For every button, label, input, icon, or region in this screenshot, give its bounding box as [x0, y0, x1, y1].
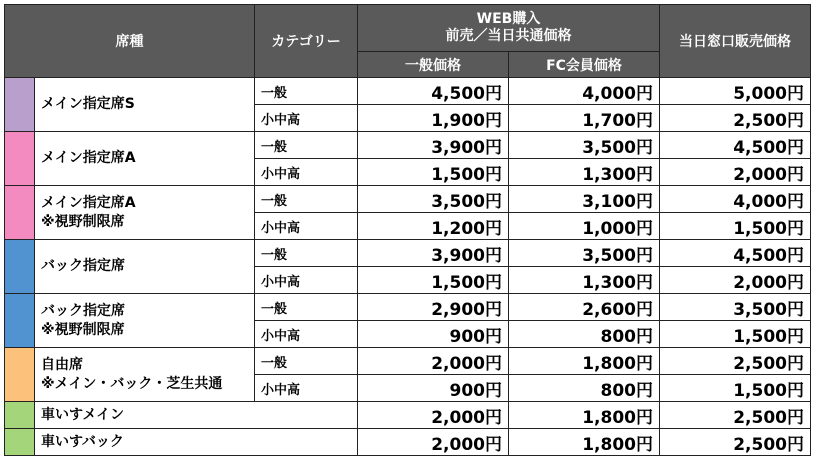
header-web-purchase	[358, 5, 660, 52]
general-price-cell: 1,200円	[358, 213, 509, 240]
fc-price-cell: 3,500円	[509, 240, 660, 267]
seat-name	[35, 294, 255, 348]
category-cell: 一般	[255, 78, 358, 105]
seat-name-line1: バック指定席	[41, 302, 125, 319]
fc-price-cell: 4,000円	[509, 78, 660, 105]
category-cell: 一般	[255, 132, 358, 159]
table-row	[5, 348, 811, 375]
general-price-cell: 1,900円	[358, 105, 509, 132]
general-price-cell: 900円	[358, 321, 509, 348]
category-cell: 小中高	[255, 267, 358, 294]
table-row	[5, 402, 811, 429]
category-cell: 小中高	[255, 213, 358, 240]
seat-color-swatch	[5, 240, 35, 294]
general-price-cell: 1,500円	[358, 267, 509, 294]
table-row	[5, 132, 811, 159]
fc-price-cell: 1,800円	[509, 348, 660, 375]
header-general-price: 一般価格	[358, 52, 509, 78]
gate-price-cell: 2,500円	[660, 348, 811, 375]
general-price-cell: 2,900円	[358, 294, 509, 321]
seat-name	[35, 240, 255, 294]
gate-price-cell: 5,000円	[660, 78, 811, 105]
category-cell: 小中高	[255, 375, 358, 402]
general-price-cell: 1,500円	[358, 159, 509, 186]
general-price-cell: 3,500円	[358, 186, 509, 213]
table-row	[5, 240, 811, 267]
fc-price-cell: 1,700円	[509, 105, 660, 132]
seat-name-note: ※メイン・バック・芝生共通	[41, 375, 223, 392]
general-price-cell: 2,000円	[358, 402, 509, 429]
fc-price-cell: 1,800円	[509, 429, 660, 456]
fc-price-cell: 3,100円	[509, 186, 660, 213]
category-cell: 小中高	[255, 105, 358, 132]
gate-price-cell: 2,000円	[660, 267, 811, 294]
price-table-container	[4, 4, 810, 454]
ticket-price-table	[4, 4, 811, 456]
seat-name-line1: メイン指定席A	[41, 150, 136, 166]
header-gate-price: 当日窓口販売価格	[660, 5, 811, 78]
seat-name-line1: バック指定席	[41, 258, 125, 274]
gate-price-cell: 3,500円	[660, 294, 811, 321]
category-cell: 小中高	[255, 159, 358, 186]
header-web-line2: 前売／当日共通価格	[445, 28, 572, 44]
seat-color-swatch	[5, 78, 35, 132]
gate-price-cell: 2,500円	[660, 429, 811, 456]
table-row	[5, 294, 811, 321]
table-row	[5, 78, 811, 105]
table-row	[5, 186, 811, 213]
fc-price-cell: 1,300円	[509, 267, 660, 294]
gate-price-cell: 2,500円	[660, 105, 811, 132]
table-header	[5, 5, 811, 78]
general-price-cell: 900円	[358, 375, 509, 402]
seat-color-swatch	[5, 294, 35, 348]
general-price-cell: 2,000円	[358, 429, 509, 456]
category-cell: 小中高	[255, 321, 358, 348]
seat-name	[35, 78, 255, 132]
fc-price-cell: 3,500円	[509, 132, 660, 159]
fc-price-cell: 1,000円	[509, 213, 660, 240]
fc-price-cell: 1,300円	[509, 159, 660, 186]
table-body	[5, 78, 811, 456]
seat-color-swatch	[5, 402, 35, 429]
seat-color-swatch	[5, 132, 35, 186]
seat-name-note: ※視野制限席	[41, 213, 125, 230]
seat-name: 車いすバック	[35, 429, 358, 456]
gate-price-cell: 2,000円	[660, 159, 811, 186]
fc-price-cell: 800円	[509, 321, 660, 348]
gate-price-cell: 1,500円	[660, 375, 811, 402]
gate-price-cell: 1,500円	[660, 321, 811, 348]
seat-color-swatch	[5, 186, 35, 240]
general-price-cell: 3,900円	[358, 132, 509, 159]
seat-name	[35, 348, 255, 402]
header-fc-price: FC会員価格	[509, 52, 660, 78]
category-cell: 一般	[255, 186, 358, 213]
seat-name	[35, 132, 255, 186]
fc-price-cell: 2,600円	[509, 294, 660, 321]
general-price-cell: 4,500円	[358, 78, 509, 105]
gate-price-cell: 4,000円	[660, 186, 811, 213]
general-price-cell: 3,900円	[358, 240, 509, 267]
header-seat-type: 席種	[5, 5, 255, 78]
header-category: カテゴリー	[255, 5, 358, 78]
gate-price-cell: 1,500円	[660, 213, 811, 240]
category-cell: 一般	[255, 294, 358, 321]
seat-color-swatch	[5, 348, 35, 402]
seat-name: 車いすメイン	[35, 402, 358, 429]
category-cell: 一般	[255, 348, 358, 375]
category-cell: 一般	[255, 240, 358, 267]
header-web-line1: WEB購入	[476, 11, 541, 27]
seat-name	[35, 186, 255, 240]
fc-price-cell: 1,800円	[509, 402, 660, 429]
seat-name-line1: メイン指定席A	[41, 194, 136, 211]
gate-price-cell: 4,500円	[660, 132, 811, 159]
seat-name-line1: 自由席	[41, 356, 83, 373]
seat-name-line1: メイン指定席S	[41, 96, 135, 112]
table-row	[5, 429, 811, 456]
seat-name-note: ※視野制限席	[41, 321, 125, 338]
general-price-cell: 2,000円	[358, 348, 509, 375]
gate-price-cell: 4,500円	[660, 240, 811, 267]
fc-price-cell: 800円	[509, 375, 660, 402]
seat-color-swatch	[5, 429, 35, 456]
gate-price-cell: 2,500円	[660, 402, 811, 429]
